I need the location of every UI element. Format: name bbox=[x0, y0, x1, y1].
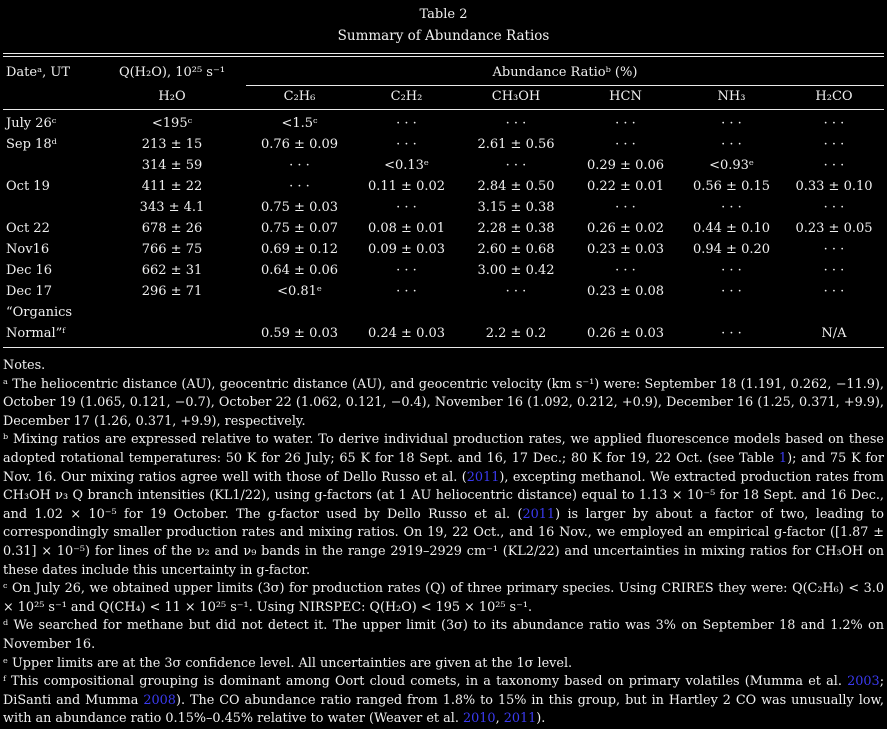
cell-hcn: 0.29 ± 0.06 bbox=[586, 158, 665, 173]
cell-ch3oh: 2.60 ± 0.68 bbox=[477, 242, 555, 257]
cell-c2h2: · · · bbox=[396, 263, 417, 278]
table-title: Summary of Abundance Ratios bbox=[337, 28, 550, 44]
footnote-b bbox=[3, 431, 884, 580]
cell-h2co bbox=[784, 302, 884, 323]
cell-h2co: 0.33 ± 0.10 bbox=[795, 179, 873, 194]
cell-c2h2: 0.09 ± 0.03 bbox=[367, 242, 446, 257]
footnote-a: ᵃ The heliocentric distance (AU), geocentric distance (AU), and geocentric velocity (km s⁻¹) were: September 18 (1.191, 0.262, −11.9), October 19 (1.065, 0.121, −0.7), October 22 (1.062, 0.121, −0.4), November 16 (1.092, 0.212, +0.9), December 16 (1.25, 0.371, +9.9), December 17 (1.26, 0.371, +9.9), respectively. bbox=[3, 376, 884, 429]
col-header-c2h6: C₂H₆ bbox=[246, 86, 353, 110]
table-row bbox=[3, 239, 884, 260]
cell-h2co: · · · bbox=[823, 137, 845, 152]
cell-date: “Organics bbox=[6, 305, 73, 320]
cell-date: Dec 17 bbox=[6, 284, 53, 299]
cell-hcn: · · · bbox=[615, 200, 636, 215]
cell-nh3 bbox=[679, 302, 784, 323]
cell-hcn: · · · bbox=[615, 263, 636, 278]
table-row bbox=[3, 197, 884, 218]
table1-link[interactable]: 1 bbox=[778, 450, 788, 466]
cell-c2h6: 0.59 ± 0.03 bbox=[260, 326, 339, 341]
footnote-c: ᶜ On July 26, we obtained upper limits (3σ) for production rates (Q) of three primary species. Using CRIRES they were: Q(C₂H₆) < 3.0 × 10²⁵ s⁻¹ and Q(CH₄) < 11 × 10²⁵ s⁻¹. Using NIRSPEC: Q(H₂O) < 195 × 10²⁵ s⁻¹. bbox=[3, 581, 884, 615]
cell-date: Oct 22 bbox=[6, 221, 50, 236]
footnote-f-text: , bbox=[495, 711, 504, 727]
cell-nh3: · · · bbox=[721, 200, 742, 215]
cell-date: Normal”ᶠ bbox=[6, 326, 66, 341]
cell-h2o: 314 ± 59 bbox=[141, 158, 203, 173]
cell-date bbox=[3, 197, 98, 218]
cell-ch3oh: 2.84 ± 0.50 bbox=[477, 179, 555, 194]
col-header-c2h2: C₂H₂ bbox=[353, 86, 460, 110]
table-number: Table 2 bbox=[419, 7, 468, 22]
cell-c2h6 bbox=[246, 302, 353, 323]
footnote-f-text: ᶠ This compositional grouping is dominant among Oort cloud comets, in a taxonomy based on primary volatiles (Mumma et al. bbox=[3, 674, 848, 690]
cell-h2co: N/A bbox=[821, 326, 847, 341]
table-notes bbox=[3, 357, 884, 729]
cell-h2o: 296 ± 71 bbox=[141, 284, 203, 299]
col-header-nh3: NH₃ bbox=[679, 86, 784, 110]
dello-russo-2011-link[interactable]: 2011 bbox=[522, 506, 556, 522]
cell-ch3oh: 2.2 ± 0.2 bbox=[485, 326, 547, 341]
col-header-h2o: H₂O bbox=[98, 86, 246, 110]
cell-c2h6: <1.5ᶜ bbox=[281, 116, 318, 131]
cell-nh3: <0.93ᵉ bbox=[709, 158, 754, 173]
cell-ch3oh: 3.00 ± 0.42 bbox=[477, 263, 555, 278]
cell-nh3: · · · bbox=[721, 284, 742, 299]
cell-h2o: 213 ± 15 bbox=[141, 137, 203, 152]
table-row bbox=[3, 281, 884, 302]
col-header-abundance-ratio: Abundance Ratioᵇ (%) bbox=[246, 55, 884, 86]
cell-h2co: · · · bbox=[823, 242, 845, 257]
cell-c2h6: · · · bbox=[289, 179, 310, 194]
footnote-b-text: ) is larger by about a factor of two, leading to correspondingly smaller production rates and mixing ratios. On 19, 22 Oct., and 16 Nov., we employed an empirical g-factor ([1.87 ± 0.31] × 10⁻⁵) for lines of the ν₂ and ν₉ bands in the range 2919–2929 cm⁻¹ (KL2/22) and uncertainties in mixing ratios for CH₃OH on these dates include this uncertainty in g-factor. bbox=[3, 506, 884, 578]
cell-hcn: 0.26 ± 0.03 bbox=[586, 326, 665, 341]
cell-nh3: 0.56 ± 0.15 bbox=[692, 179, 771, 194]
notes-heading: Notes. bbox=[3, 358, 46, 373]
dello-russo-2011-link[interactable]: 2011 bbox=[466, 469, 500, 485]
cell-hcn: · · · bbox=[615, 116, 636, 131]
cell-c2h2: <0.13ᵉ bbox=[384, 158, 429, 173]
weaver-2011-link[interactable]: 2011 bbox=[503, 711, 537, 727]
table-row bbox=[3, 110, 884, 135]
cell-date: Oct 19 bbox=[6, 179, 50, 194]
table-row bbox=[3, 134, 884, 155]
table-row bbox=[3, 155, 884, 176]
cell-date: Sep 18ᵈ bbox=[6, 137, 57, 152]
cell-c2h6: 0.64 ± 0.06 bbox=[260, 263, 339, 278]
cell-c2h6: <0.81ᵉ bbox=[277, 284, 322, 299]
cell-hcn: 0.26 ± 0.02 bbox=[586, 221, 665, 236]
cell-c2h2: 0.08 ± 0.01 bbox=[367, 221, 446, 236]
cell-date: Nov16 bbox=[6, 242, 50, 257]
cell-c2h2: · · · bbox=[396, 284, 417, 299]
col-header-date-ut: Dateᵃ, UT bbox=[6, 65, 70, 81]
cell-c2h6: 0.75 ± 0.03 bbox=[260, 200, 339, 215]
footnote-b-text: ᵇ Mixing ratios are expressed relative to water. To derive individual production rates, we applied fluorescence models based on these adopted rotational temperatures: 50 K for 26 July; 65 K for 18 Sept. and 16, 17 Dec.; 80 K for 19, 22 Oct. (see Table bbox=[3, 432, 884, 466]
col-header-h2co: H₂CO bbox=[784, 86, 884, 110]
cell-h2co: · · · bbox=[823, 200, 845, 215]
cell-hcn: 0.23 ± 0.08 bbox=[586, 284, 665, 299]
table-row bbox=[3, 260, 884, 281]
cell-c2h2: 0.11 ± 0.02 bbox=[367, 179, 446, 194]
mumma-2003-link[interactable]: 2003 bbox=[847, 674, 880, 690]
footnote-b-text: ), excepting methanol. We extracted production rates from CH₃OH ν₃ Q branch intensities (KL1/22), using g-factors (at 1 AU heliocentric distance) equal to 1.13 × 10⁻⁵ for 18 Sept. and 16 Dec., and 1.02 × 10⁻⁵ for 19 October. The g-factor used by Dello Russo et al. ( bbox=[3, 469, 884, 522]
abundance-ratios-table bbox=[3, 53, 884, 348]
cell-hcn bbox=[572, 302, 679, 323]
cell-h2o: 662 ± 31 bbox=[141, 263, 203, 278]
cell-ch3oh: · · · bbox=[505, 284, 527, 299]
col-header-ch3oh: CH₃OH bbox=[460, 86, 572, 110]
cell-date bbox=[3, 155, 98, 176]
footnote-f bbox=[3, 673, 884, 729]
cell-ch3oh: 3.15 ± 0.38 bbox=[477, 200, 555, 215]
table-row bbox=[3, 176, 884, 197]
cell-nh3: 0.44 ± 0.10 bbox=[692, 221, 771, 236]
cell-h2co: · · · bbox=[823, 263, 845, 278]
table-row bbox=[3, 323, 884, 348]
cell-c2h2: · · · bbox=[396, 116, 417, 131]
cell-ch3oh: · · · bbox=[505, 158, 527, 173]
disanti-mumma-2008-link[interactable]: 2008 bbox=[143, 692, 176, 708]
cell-c2h2: · · · bbox=[396, 200, 417, 215]
cell-h2o bbox=[98, 323, 246, 348]
cell-date: Dec 16 bbox=[6, 263, 53, 278]
footnote-f-text: ). The CO abundance ratio ranged from 1.8% to 15% in this group, but in Hartley 2 CO was unusually low, with an abundance ratio 0.15%–0.45% relative to water (Weaver et al. bbox=[3, 692, 884, 727]
cell-hcn: 0.23 ± 0.03 bbox=[586, 242, 665, 257]
footnote-e: ᵉ Upper limits are at the 3σ confidence level. All uncertainties are given at the 1σ level. bbox=[3, 655, 573, 671]
cell-nh3: · · · bbox=[721, 116, 742, 131]
cell-nh3: · · · bbox=[721, 137, 742, 152]
cell-c2h2: · · · bbox=[396, 137, 417, 152]
cell-hcn: · · · bbox=[615, 137, 636, 152]
cell-ch3oh bbox=[460, 302, 572, 323]
table-row bbox=[3, 302, 884, 323]
cell-c2h2 bbox=[353, 302, 460, 323]
col-subheader-blank bbox=[3, 86, 98, 110]
cell-h2o: 678 ± 26 bbox=[141, 221, 203, 236]
cell-h2co: · · · bbox=[823, 284, 845, 299]
cell-ch3oh: 2.28 ± 0.38 bbox=[477, 221, 555, 236]
cell-c2h6: · · · bbox=[289, 158, 310, 173]
table-caption bbox=[3, 7, 884, 44]
cell-nh3: · · · bbox=[721, 326, 742, 341]
col-header-q-h2o: Q(H₂O), 10²⁵ s⁻¹ bbox=[118, 65, 226, 81]
cell-c2h2: 0.24 ± 0.03 bbox=[367, 326, 446, 341]
footnote-d: ᵈ We searched for methane but did not detect it. The upper limit (3σ) to its abundance ratio was 3% on September 18 and 1.2% on November 16. bbox=[3, 618, 884, 652]
cell-h2o: 343 ± 4.1 bbox=[139, 200, 205, 215]
cell-c2h6: 0.75 ± 0.07 bbox=[260, 221, 339, 236]
cell-c2h6: 0.69 ± 0.12 bbox=[260, 242, 339, 257]
cell-ch3oh: 2.61 ± 0.56 bbox=[477, 137, 555, 152]
weaver-2010-link[interactable]: 2010 bbox=[463, 711, 496, 727]
cell-h2o: 766 ± 75 bbox=[141, 242, 203, 257]
cell-h2o: 411 ± 22 bbox=[141, 179, 203, 194]
cell-c2h6: 0.76 ± 0.09 bbox=[260, 137, 339, 152]
cell-ch3oh: · · · bbox=[505, 116, 527, 131]
col-header-hcn: HCN bbox=[572, 86, 679, 110]
cell-date: July 26ᶜ bbox=[6, 116, 57, 131]
cell-h2o bbox=[98, 302, 246, 323]
table-row bbox=[3, 218, 884, 239]
footnote-f-text: ). bbox=[536, 711, 546, 727]
footnote-f-text: ; DiSanti and Mumma bbox=[3, 674, 884, 708]
cell-nh3: 0.94 ± 0.20 bbox=[692, 242, 771, 257]
footnote-b-text: ); and 75 K for Nov. 16. Our mixing ratios agree well with those of Dello Russo et al. ( bbox=[3, 450, 884, 485]
cell-h2co: · · · bbox=[823, 158, 845, 173]
cell-h2o: <195ᶜ bbox=[151, 116, 193, 131]
cell-hcn: 0.22 ± 0.01 bbox=[586, 179, 665, 194]
cell-h2co: 0.23 ± 0.05 bbox=[795, 221, 873, 236]
cell-nh3: · · · bbox=[721, 263, 742, 278]
cell-h2co: · · · bbox=[823, 116, 845, 131]
